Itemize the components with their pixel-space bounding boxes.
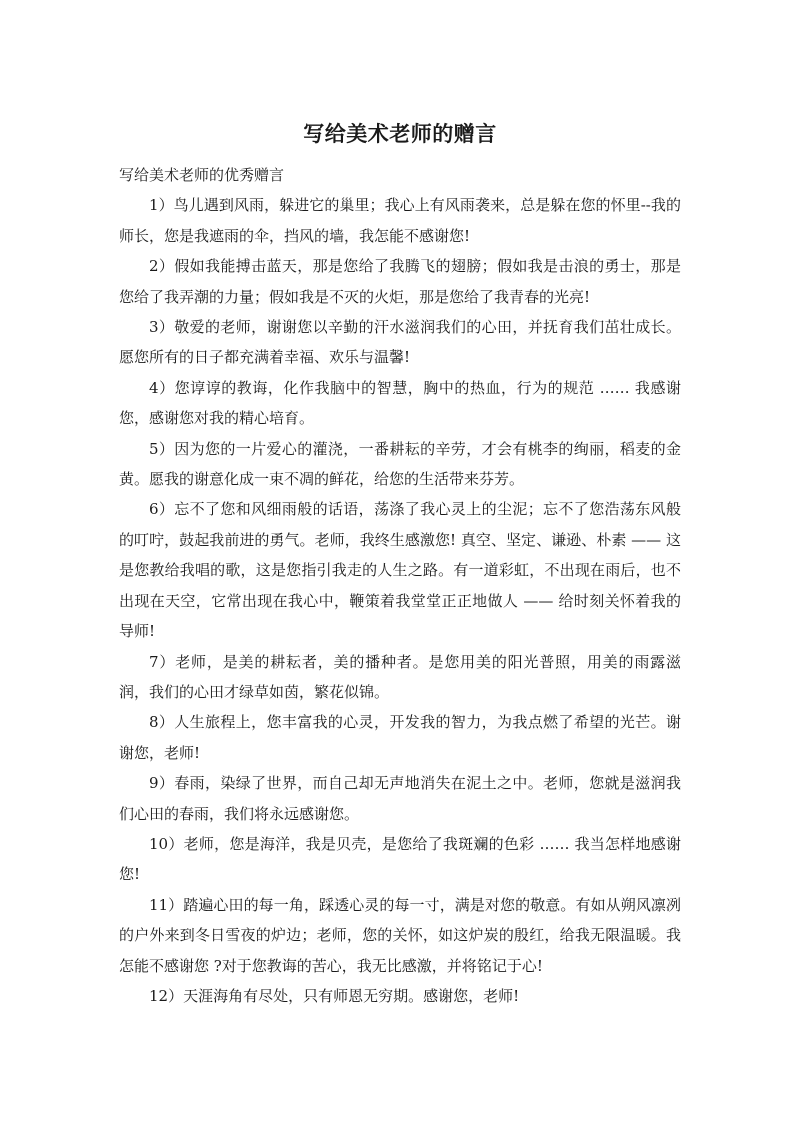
paragraph-10: 10）老师，您是海洋，我是贝壳，是您给了我斑斓的色彩 …… 我当怎样地感谢您! bbox=[119, 834, 681, 884]
paragraph-11: 11）踏遍心田的每一角，踩透心灵的每一寸，满是对您的敬意。有如从朔风凛冽的户外来到冬日雪夜的炉边；老师，您的关怀，如这炉炭的殷红，给我无限温暖。我怎能不感谢您 ?对于您教诲的苦心，我无比感激，并将铭记于心! bbox=[119, 895, 681, 975]
paragraph-12: 12）天涯海角有尽处，只有师恩无穷期。感谢您，老师! bbox=[149, 986, 520, 1005]
paragraph-5: 5）因为您的一片爱心的灌浇，一番耕耘的辛劳，才会有桃李的绚丽，稻麦的金黄。愿我的谢意化成一束不凋的鲜花，给您的生活带来芬芳。 bbox=[119, 439, 681, 489]
document-body bbox=[119, 160, 681, 1011]
document-subtitle: 写给美术老师的优秀赠言 bbox=[119, 166, 285, 184]
paragraph-9: 9）春雨，染绿了世界，而自己却无声地消失在泥土之中。老师，您就是滋润我们心田的春雨，我们将永远感谢您。 bbox=[119, 774, 681, 823]
paragraph-7: 7）老师，是美的耕耘者，美的播种者。是您用美的阳光普照，用美的雨露滋润，我们的心田才绿草如茵，繁花似锦。 bbox=[119, 652, 681, 701]
paragraph-6: 6）忘不了您和风细雨般的话语，荡涤了我心灵上的尘泥；忘不了您浩荡东风般的叮咛，鼓起我前进的勇气。老师，我终生感激您! 真空、坚定、谦逊、朴素 —— 这是您教给我唱的歌，这是您指引我走的人生之路。有一道彩虹，不出现在雨后，也不出现在天空，它常出现在我心中，鞭策着我堂堂正正地做人 —— 给时刻关怀着我的导师! bbox=[119, 500, 681, 641]
paragraph-3: 3）敬爱的老师，谢谢您以辛勤的汗水滋润我们的心田，并抚育我们茁壮成长。愿您所有的日子都充满着幸福、欢乐与温馨! bbox=[119, 318, 681, 367]
paragraph-1: 1）鸟儿遇到风雨，躲进它的巢里；我心上有风雨袭来，总是躲在您的怀里--我的师长，您是我遮雨的伞，挡风的墙，我怎能不感谢您! bbox=[119, 196, 681, 245]
paragraph-2: 2）假如我能搏击蓝天，那是您给了我腾飞的翅膀；假如我是击浪的勇士，那是您给了我弄潮的力量；假如我是不灭的火炬，那是您给了我青春的光亮! bbox=[119, 257, 681, 306]
paragraph-4: 4）您谆谆的教诲，化作我脑中的智慧，胸中的热血，行为的规范 …… 我感谢您，感谢您对我的精心培育。 bbox=[119, 378, 681, 428]
paragraph-8: 8）人生旅程上，您丰富我的心灵，开发我的智力，为我点燃了希望的光芒。谢谢您，老师! bbox=[119, 713, 681, 762]
page-title: 写给美术老师的赠言 bbox=[303, 122, 497, 146]
